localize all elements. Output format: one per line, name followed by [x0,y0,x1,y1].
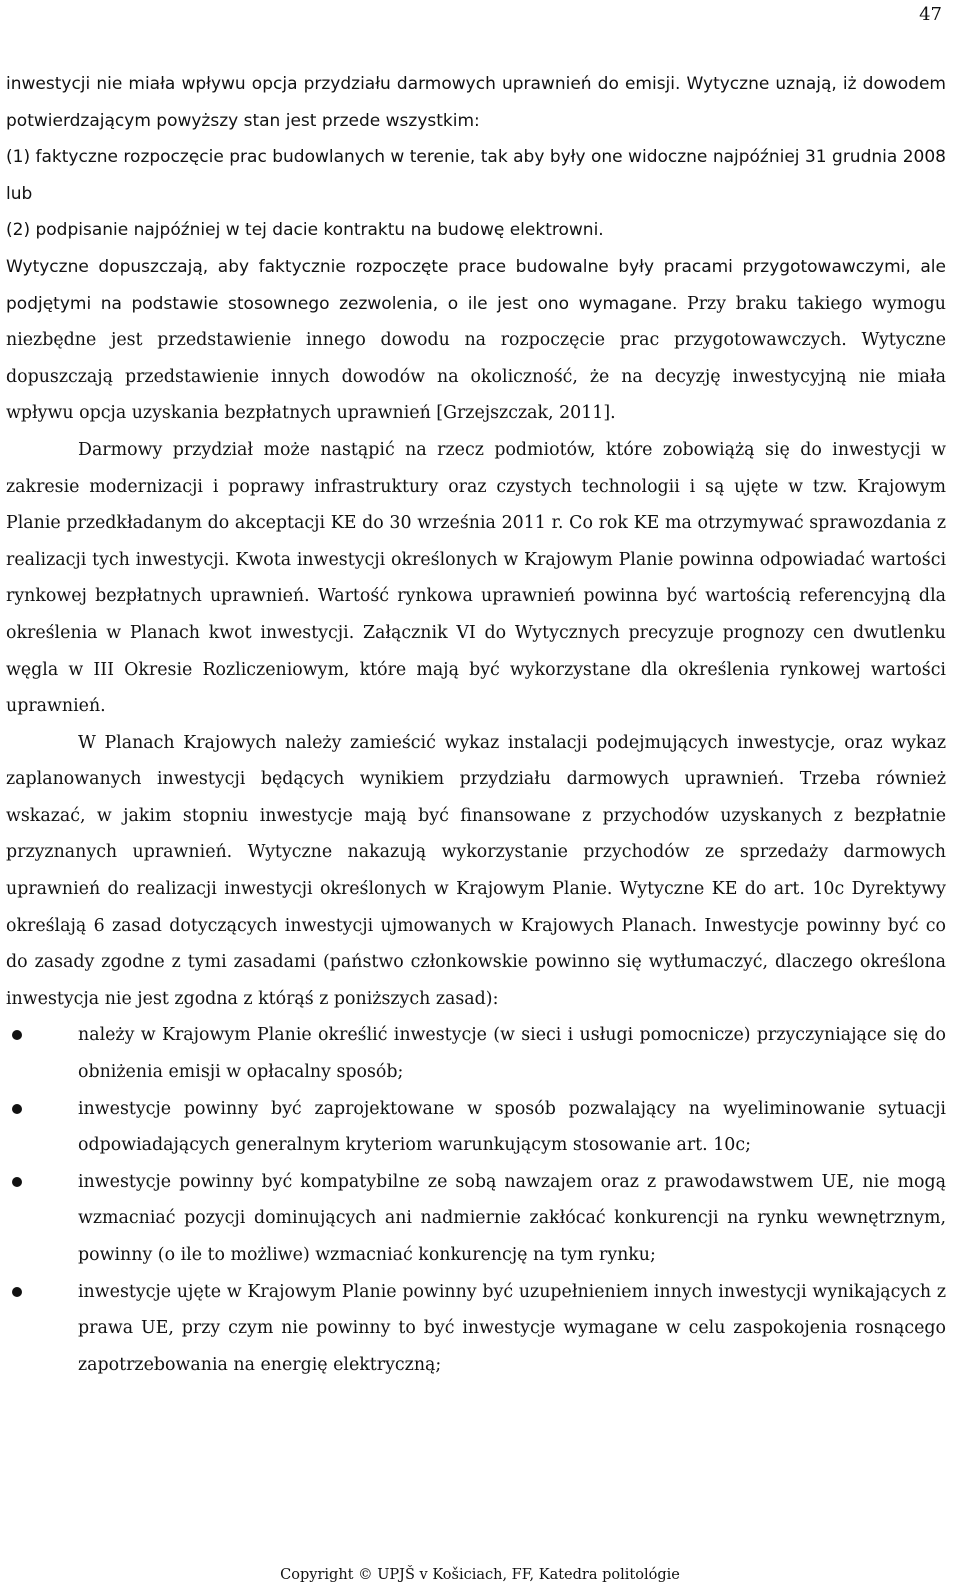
list-item [6,1091,946,1164]
list-item-text: należy w Krajowym Planie określić inwestycje (w sieci i usługi pomocnicze) przyczyniające się do obniżenia emisji w opłacalny sposób; [78,1025,946,1083]
principles-list [6,1017,946,1383]
intro-line: (1) faktyczne rozpoczęcie prac budowlanych w terenie, tak aby były one widoczne najpóźniej 31 grudnia 2008 lub [6,147,946,204]
intro-line: inwestycji nie miała wpływu opcja przydziału darmowych uprawnień do emisji. Wytyczne uznają, iż dowodem potwierdzającym powyższy stan jest przede wszystkim: [6,74,946,131]
list-item [6,1164,946,1274]
bullet-icon [12,1104,22,1114]
intro-line: (2) podpisanie najpóźniej w tej dacie kontraktu na budowę elektrowni. [6,220,604,241]
paragraph-3: W Planach Krajowych należy zamieścić wykaz instalacji podejmujących inwestycje, oraz wykaz zaplanowanych inwestycji będących wynikiem przydziału darmowych uprawnień. Trzeba również wskazać, w jakim stopniu inwestycje mają być finansowane z przychodów uzyskanych z bezpłatnie przyznanych uprawnień. Wytyczne nakazują wykorzystanie przychodów ze sprzedaży darmowych uprawnień do realizacji inwestycji określonych w Krajowym Planie. Wytyczne KE do art. 10c Dyrektywy określają 6 zasad dotyczących inwestycji ujmowanych w Krajowych Planach. Inwestycje powinny być co do zasady zgodne z tymi zasadami (państwo członkowskie powinno się wytłumaczyć, dlaczego określona inwestycja nie jest zgodna z którąś z poniższych zasad): [6,732,946,1009]
list-item [6,1017,946,1090]
bullet-icon [12,1030,22,1040]
list-item-text: inwestycje powinny być zaprojektowane w sposób pozwalający na wyeliminowanie sytuacji odpowiadających generalnym kryteriom warunkującym stosowanie art. 10c; [78,1098,946,1156]
paragraph-1-sans-part: Wytyczne dopuszczają, aby faktycznie rozpoczęte prace budowalne były pracami przygotowawczymi, ale podjętymi na podstawie stosownego zezwolenia, o ile jest ono wymagane. [6,256,946,314]
list-item-text: inwestycje ujęte w Krajowym Planie powinny być uzupełnieniem innych inwestycji wynikających z prawa UE, przy czym nie powinny to być inwestycje wymagane w celu zaspokojenia rosnącego zapotrzebowania na energię elektryczną; [78,1281,946,1375]
page-number: 47 [919,4,942,25]
list-item-text: inwestycje powinny być kompatybilne ze sobą nawzajem oraz z prawodawstwem UE, nie mogą wzmacniać pozycji dominujących ani nadmiernie zakłócać konkurencji na rynku wewnętrznym, powinny (o ile to możliwe) wzmacniać konkurencję na tym rynku; [78,1171,946,1265]
list-item [6,1274,946,1384]
page-footer: Copyright © UPJŠ v Košiciach, FF, Katedra politológie [280,1567,680,1583]
paragraph-2: Darmowy przydział może nastąpić na rzecz podmiotów, które zobowiążą się do inwestycji w zakresie modernizacji i poprawy infrastruktury oraz czystych technologii i są ujęte w tzw. Krajowym Planie przedkładanym do akceptacji KE do 30 września 2011 r. Co rok KE ma otrzymywać sprawozdania z realizacji tych inwestycji. Kwota inwestycji określonych w Krajowym Planie powinna odpowiadać wartości rynkowej bezpłatnych uprawnień. Wartość rynkowa uprawnień powinna być wartością referencyjną dla określenia w Planach kwot inwestycji. Załącznik VI do Wytycznych precyzuje prognozy cen dwutlenku węgla w III Okresie Rozliczeniowym, które mają być wykorzystane dla określenia rynkowej wartości uprawnień. [6,439,946,717]
bullet-icon [12,1287,22,1297]
document-body [6,66,946,1383]
paragraph-1 [6,249,946,432]
paragraph-1-serif-part: Przy braku takiego wymogu niezbędne jest przedstawienie innego dowodu na rozpoczęcie prac przygotowawczych. Wytyczne dopuszczają przedstawienie innych dowodów na okoliczność, że na decyzję inwestycyjną nie miała wpływu opcja uzyskania bezpłatnych uprawnień [Grzejszczak, 2011]. [6,293,946,424]
bullet-icon [12,1177,22,1187]
